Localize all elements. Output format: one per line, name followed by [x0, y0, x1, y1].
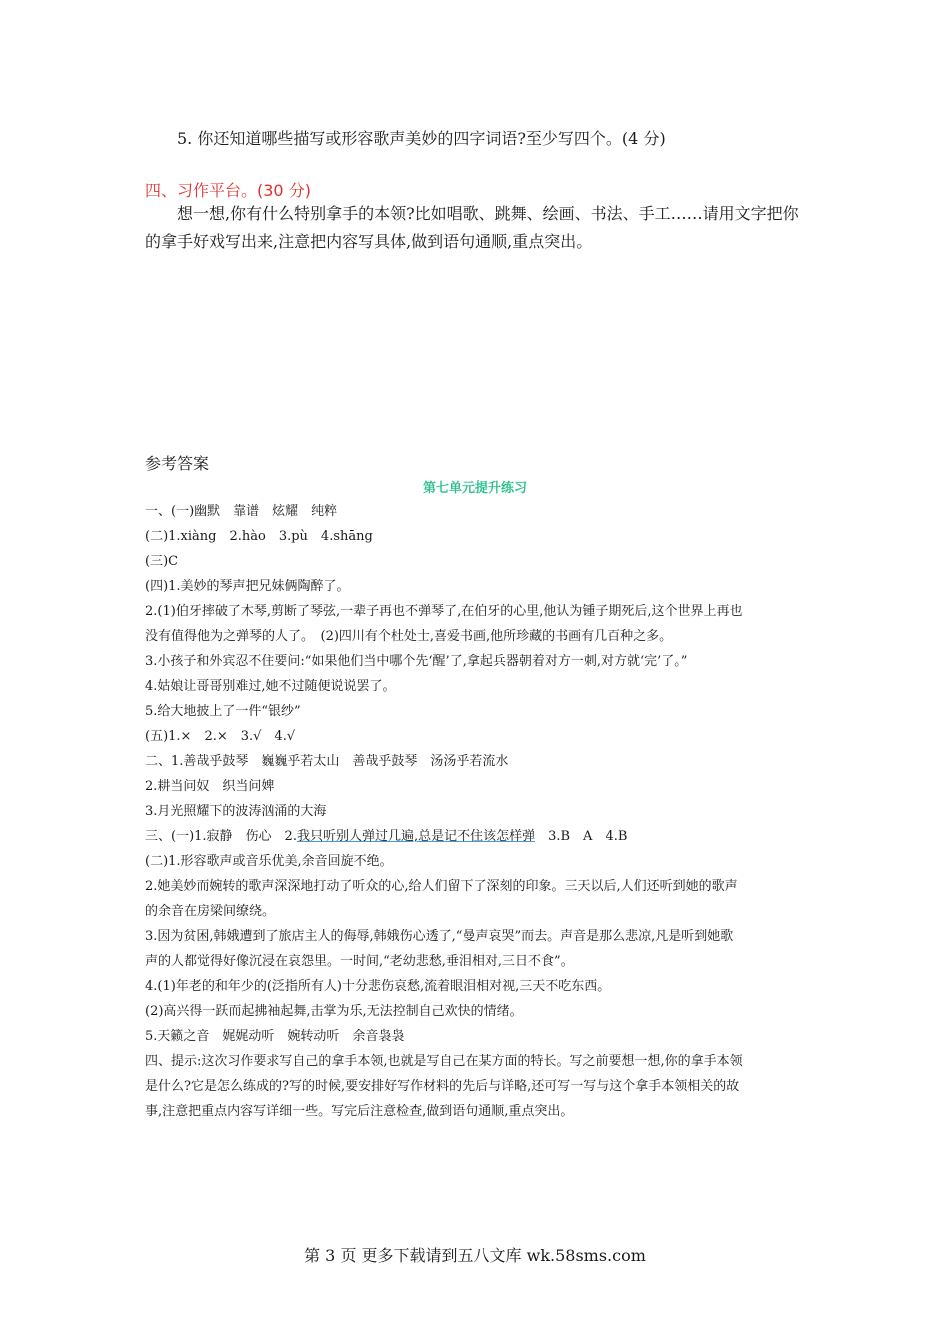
- answer-line: 2.她美妙而婉转的歌声深深地打动了听众的心,给人们留下了深刻的印象。三天以后,人们还听到她的歌声: [145, 879, 738, 894]
- section-4-prompt: 想一想,你有什么特别拿手的本领?比如唱歌、跳舞、绘画、书法、手工……请用文字把你的拿手好戏写出来,注意把内容写具体,做到语句通顺,重点突出。: [145, 204, 799, 251]
- unit-title: 第七单元提升练习: [422, 481, 527, 496]
- answer-line: (2)高兴得一跃而起拂袖起舞,击掌为乐,无法控制自己欢快的情绪。: [145, 1004, 523, 1019]
- answers-heading: 参考答案: [145, 454, 210, 473]
- answer-line: (三)C: [145, 554, 179, 569]
- answer-line: 5.天籁之音 娓娓动听 婉转动听 余音袅袅: [145, 1029, 405, 1044]
- underlined-answer: 我只听别人弹过几遍,总是记不住该怎样弹: [296, 829, 536, 844]
- answer-line: 声的人都觉得好像沉浸在哀怨里。一时间,“老幼悲愁,垂泪相对,三日不食”。: [145, 954, 574, 969]
- answer-line: (五)1.× 2.× 3.√ 4.√: [145, 729, 296, 744]
- answer-line: (二)1.xiàng 2.hào 3.pù 4.shāng: [145, 529, 373, 544]
- answer-line: (四)1.美妙的琴声把兄妹俩陶醉了。: [145, 579, 350, 594]
- answer-line: 四、提示:这次习作要求写自己的拿手本领,也就是写自己在某方面的特长。写之前要想一想,你的拿手本领: [145, 1054, 743, 1069]
- answer-segment: 三、(一)1.寂静 伤心 2.: [145, 829, 297, 844]
- answer-line: 事,注意把重点内容写详细一些。写完后注意检查,做到语句通顺,重点突出。: [145, 1104, 574, 1119]
- answer-line: 是什么?它是怎么练成的?写的时候,要安排好写作材料的先后与详略,还可写一写与这个拿手本领相关的故: [145, 1079, 740, 1094]
- answer-line: 5.给大地披上了一件“银纱”: [145, 704, 301, 719]
- answer-line: 2.耕当问奴 织当问婢: [145, 779, 275, 794]
- answer-line: 4.(1)年老的和年少的(泛指所有人)十分悲伤哀愁,流着眼泪相对视,三天不吃东西。: [145, 979, 611, 994]
- question-5: 5. 你还知道哪些描写或形容歌声美妙的四字词语?至少写四个。(4 分): [177, 129, 666, 148]
- answer-line: 3.小孩子和外宾忍不住要问:“如果他们当中哪个先‘醒’了,拿起兵器朝着对方一刺,对方就‘完’了。”: [145, 654, 688, 669]
- section-4-title: 四、习作平台。(30 分): [145, 181, 311, 200]
- answer-line: 二、1.善哉乎鼓琴 巍巍乎若太山 善哉乎鼓琴 汤汤乎若流水: [145, 754, 509, 769]
- answer-line: 没有值得他为之弹琴的人了。 (2)四川有个杜处士,喜爱书画,他所珍藏的书画有几百种之多。: [145, 629, 673, 644]
- answer-line: 3.月光照耀下的波涛汹涌的大海: [145, 804, 327, 819]
- page-footer: 第 3 页 更多下载请到五八文库 wk.58sms.com: [304, 1246, 646, 1265]
- answer-line: [145, 825, 627, 844]
- answer-line: 3.因为贫困,韩娥遭到了旅店主人的侮辱,韩娥伤心透了,“曼声哀哭”而去。声音是那么悲凉,凡是听到她歌: [145, 929, 734, 944]
- answer-segment: 3.B A 4.B: [535, 829, 628, 844]
- answer-line: 一、(一)幽默 靠谱 炫耀 纯粹: [145, 504, 338, 519]
- answer-line: (二)1.形容歌声或音乐优美,余音回旋不绝。: [145, 854, 393, 869]
- answer-line: 2.(1)伯牙摔破了木琴,剪断了琴弦,一辈子再也不弹琴了,在伯牙的心里,他认为锺子期死后,这个世界上再也: [145, 604, 743, 619]
- answer-line: 的余音在房梁间缭绕。: [145, 904, 276, 919]
- answer-line: 4.姑娘让哥哥别难过,她不过随便说说罢了。: [145, 679, 396, 694]
